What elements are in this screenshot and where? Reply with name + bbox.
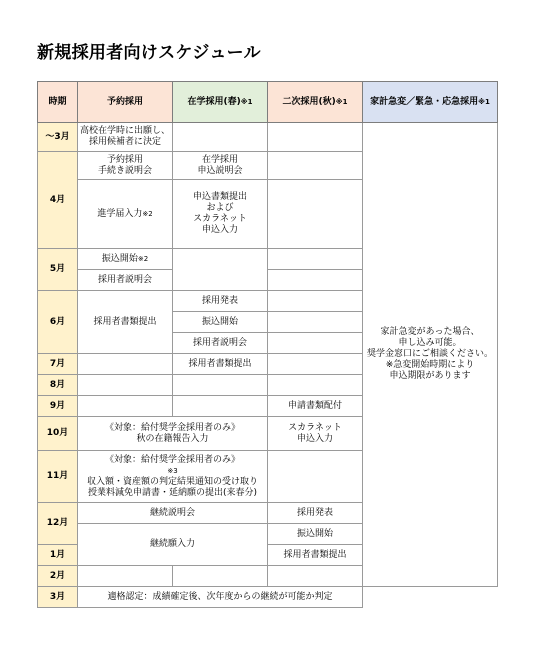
empty-cell (268, 566, 363, 587)
cell-apr-spring-1 (173, 152, 268, 180)
cell-text: 申し込み可能。 (398, 338, 462, 348)
note-mark: ※3 (167, 466, 178, 475)
empty-cell (268, 291, 363, 312)
header-yoyaku: 予約採用 (78, 82, 173, 123)
empty-cell (78, 375, 173, 396)
cell-text: 《対象：給付奨学金採用者のみ》 (104, 422, 240, 433)
cell-pre3-yoyaku (78, 123, 173, 152)
cell-text: スカラネット (193, 214, 247, 224)
cell-jul-spring: 採用者書類提出 (173, 354, 268, 375)
cell-may-yoyaku-1 (78, 249, 173, 270)
cell-text: 手続き説明会 (97, 165, 152, 176)
page-title: 新規採用者向けスケジュール (37, 43, 261, 63)
cell-text: 申込入力 (296, 433, 333, 444)
header-autumn (268, 82, 363, 123)
table-header-row (38, 82, 498, 123)
cell-apr-yoyaku-1 (78, 152, 173, 180)
note-mark: ※2 (137, 254, 149, 263)
month-cell: ～3月 (38, 123, 78, 152)
empty-cell (268, 123, 363, 152)
cell-text: 申込書類提出 (192, 192, 247, 202)
cell-text: 申込説明会 (197, 165, 243, 176)
cell-text: 奨学金窓口にご相談ください。 (366, 349, 493, 359)
empty-cell (78, 566, 173, 587)
month-cell: 10月 (38, 417, 78, 451)
month-cell: 5月 (38, 249, 78, 291)
cell-text-main: 《対象：給付奨学金採用者のみ》 (104, 454, 240, 465)
header-autumn-note: ※1 (335, 97, 348, 106)
header-emergency-note: ※1 (478, 97, 490, 106)
cell-text: および (206, 203, 234, 213)
month-cell: 9月 (38, 396, 78, 417)
cell-mar-merged: 適格認定：成績確定後、次年度からの継続が可能か判定 (78, 587, 363, 608)
cell-text: 振込開始 (101, 253, 138, 264)
cell-text: ※急変開始時期により (385, 360, 475, 370)
cell-text (78, 455, 267, 477)
header-autumn-label: 二次採用(秋) (282, 96, 336, 107)
cell-text: 予約採用 (106, 154, 143, 165)
header-month: 時期 (38, 82, 78, 123)
cell-emergency (363, 123, 498, 587)
table-row (38, 123, 498, 152)
cell-oct-merged (78, 417, 268, 451)
cell-text: スカラネット (288, 422, 342, 433)
cell-apr-yoyaku-2 (78, 180, 173, 249)
cell-text: 授業料減免申請書・延納願の提出(来春分) (87, 487, 258, 498)
cell-oct-autumn (268, 417, 363, 451)
cell-jun-yoyaku: 採用者書類提出 (78, 291, 173, 354)
cell-dec-autumn-2: 振込開始 (268, 524, 363, 545)
cell-nov-merged (78, 451, 268, 503)
cell-text: 採用候補者に決定 (88, 137, 161, 147)
header-spring-note: ※1 (240, 97, 253, 106)
empty-cell (268, 333, 363, 354)
month-cell: 2月 (38, 566, 78, 587)
cell-text: 収入額・資産額の判定結果通知の受け取り (86, 476, 258, 487)
cell-jun-spring-2: 振込開始 (173, 312, 268, 333)
empty-cell (268, 375, 363, 396)
empty-cell (268, 312, 363, 333)
schedule-table (37, 81, 498, 608)
cell-text: 高校在学時に出願し、 (79, 126, 170, 136)
cell-dec-autumn-1: 採用発表 (268, 503, 363, 524)
month-cell: 6月 (38, 291, 78, 354)
empty-cell (173, 566, 268, 587)
empty-cell (173, 123, 268, 152)
empty-cell (78, 396, 173, 417)
empty-cell (268, 451, 363, 503)
month-cell: 8月 (38, 375, 78, 396)
empty-cell (173, 249, 268, 291)
table-row (38, 587, 498, 608)
month-cell: 11月 (38, 451, 78, 503)
month-cell: 4月 (38, 152, 78, 249)
note-mark: ※2 (142, 209, 153, 218)
cell-jan-merged: 継続願入力 (78, 524, 268, 566)
cell-sep-autumn: 申請書類配付 (268, 396, 363, 417)
empty-cell (268, 270, 363, 291)
cell-may-yoyaku-2: 採用者説明会 (78, 270, 173, 291)
empty-cell (173, 375, 268, 396)
cell-jan-autumn: 採用者書類提出 (268, 545, 363, 566)
empty-cell (268, 354, 363, 375)
cell-text: 申込入力 (201, 225, 238, 235)
cell-apr-spring-2 (173, 180, 268, 249)
cell-text: 申込期限があります (389, 371, 471, 381)
cell-text: 在学採用 (201, 154, 238, 165)
month-cell: 7月 (38, 354, 78, 375)
month-cell: 3月 (38, 587, 78, 608)
cell-jun-spring-3: 採用者説明会 (173, 333, 268, 354)
month-cell: 1月 (38, 545, 78, 566)
month-cell: 12月 (38, 503, 78, 545)
cell-text: 家計急変があった場合、 (380, 327, 480, 337)
cell-jun-spring-1: 採用発表 (173, 291, 268, 312)
header-spring (173, 82, 268, 123)
cell-text: 秋の在籍報告入力 (136, 433, 209, 444)
empty-cell (268, 180, 363, 249)
cell-text: 進学届入力 (97, 208, 143, 219)
empty-cell (78, 354, 173, 375)
empty-cell (268, 249, 363, 270)
cell-dec-merged: 継続説明会 (78, 503, 268, 524)
empty-cell (173, 396, 268, 417)
header-emergency (363, 82, 498, 123)
header-emergency-label: 家計急変／緊急・応急採用 (370, 96, 479, 107)
empty-cell (268, 152, 363, 180)
header-spring-label: 在学採用(春) (187, 96, 241, 107)
